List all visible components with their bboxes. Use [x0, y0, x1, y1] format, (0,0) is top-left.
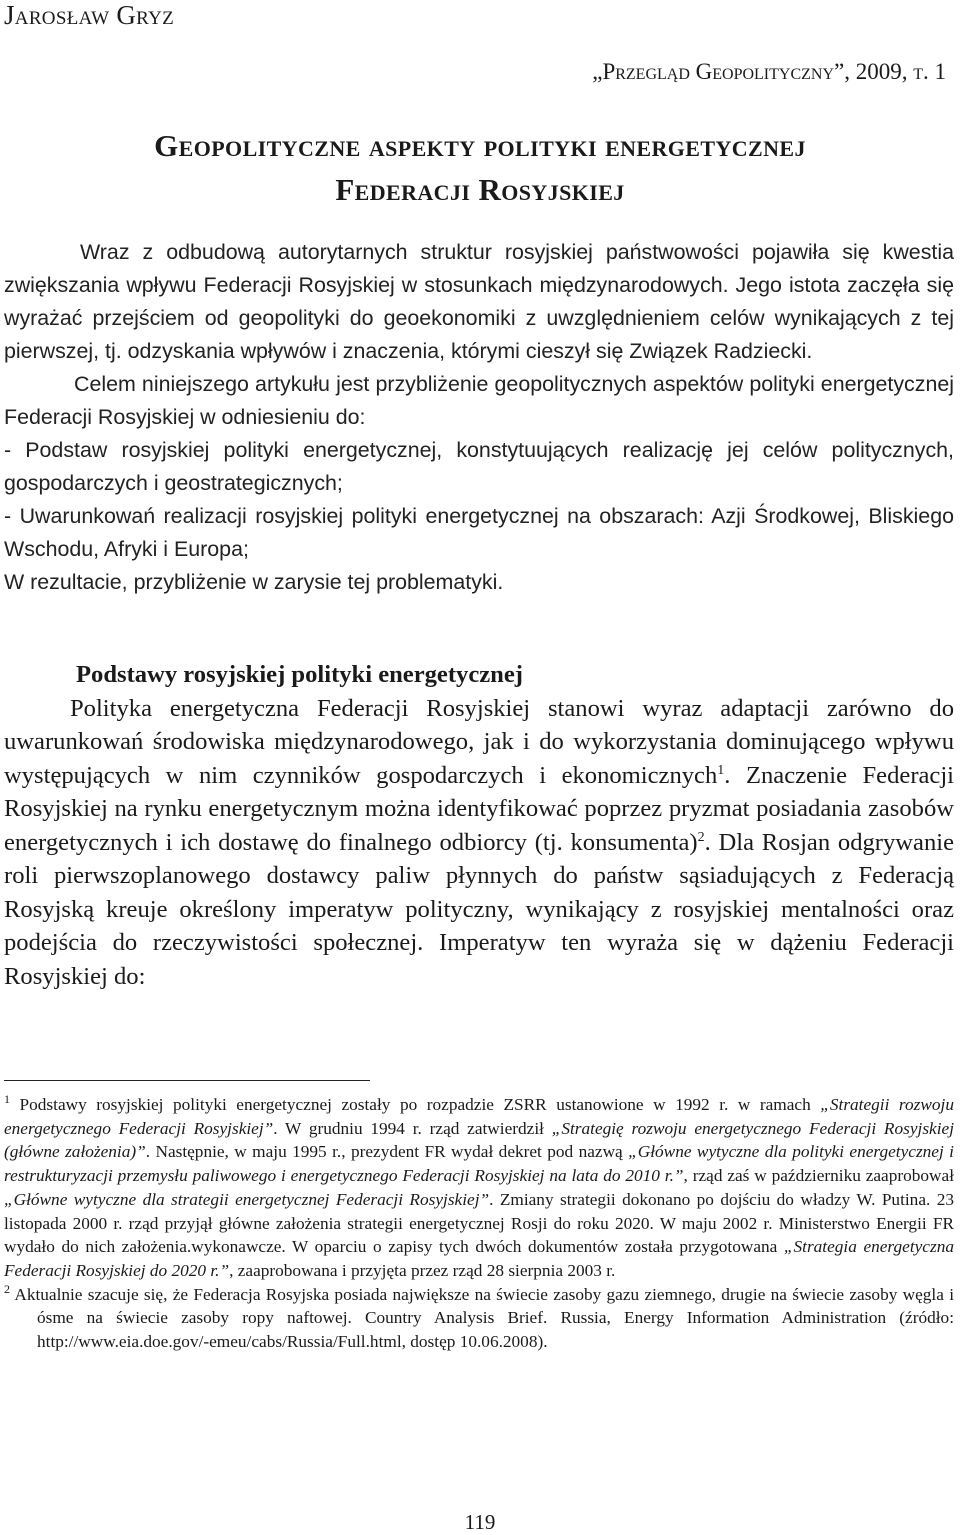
- abstract-paragraph-2: Celem niniejszego artykułu jest przybliżenie geopolitycznych aspektów polityki energetycznej Federacji Rosyjskiej w odniesieniu do:: [4, 372, 954, 429]
- footnotes: [4, 1093, 954, 1354]
- article-title: [0, 124, 960, 212]
- footnote-2: [4, 1283, 954, 1354]
- abstract: [4, 236, 954, 599]
- footnote-1-title-2: „Strategię rozwoju energetycznego Federacji Rosyjskiej (główne założenia)”: [4, 1118, 954, 1162]
- section-heading: Podstawy rosyjskiej polityki energetycznej: [76, 661, 523, 688]
- footnote-1-text-1: Podstawy rosyjskiej polityki energetycznej zostały po rozpadzie ZSRR ustanowione w 1992 r. w ramach: [10, 1095, 821, 1114]
- footnote-1-title-1: „Strategii rozwoju energetycznego Federacji Rosyjskiej”: [4, 1095, 954, 1138]
- footnote-ref-1[interactable]: 1: [717, 762, 725, 778]
- footnote-1: [4, 1093, 954, 1283]
- section-paragraph: [4, 692, 954, 994]
- footnote-separator: [4, 1080, 370, 1081]
- footnote-1-text-5: . Zmiany strategii dokonano po dojściu do władzy W. Putina. 23 listopada 2000 r. rząd przyjął główne założenia strategii energetycznej Rosji do roku 2020. W maju 2002 r. Ministerstwo Energii FR wydało do nich założenia.wykonawcze. W oparciu o zapisy tych dwóch dokumentów została przygotowana: [4, 1189, 954, 1257]
- section-text-part-1: Polityka energetyczna Federacji Rosyjskiej stanowi wyraz adaptacji zarówno do uwarunkowań środowiska międzynarodowego, jak i do wykorzystania dominującego wpływu występujących w nim czynników gospodarczych i ekonomicznych: [4, 694, 954, 789]
- footnote-1-text-4: , rząd zaś w październiku zaaprobował: [683, 1166, 954, 1186]
- page-number: 119: [464, 1510, 496, 1534]
- footnote-ref-2[interactable]: 2: [697, 829, 705, 845]
- running-header-journal: „Przegląd Geopolityczny”, 2009, t. 1: [592, 59, 946, 84]
- section-text-part-2: . Znaczenie Federacji Rosyjskiej na rynku energetycznym można identyfikować poprzez pryzmat posiadania zasobów energetycznych i ich dostawę do finalnego odbiorcy (tj. konsumenta): [4, 761, 955, 856]
- footnote-2-mark: 2: [4, 1281, 10, 1296]
- running-header-author: Jarosław Gryz: [4, 0, 175, 30]
- footnote-1-title-3: „Główne wytyczne dla polityki energetycznej i restrukturyzacji przemysłu paliwowego i energetycznego Federacji Rosyjskiej na lata do 2010 r.”: [4, 1142, 954, 1186]
- abstract-paragraph-1: Wraz z odbudową autorytarnych struktur rosyjskiej państwowości pojawiła się kwestia zwiększania wpływu Federacji Rosyjskiej w stosunkach międzynarodowych. Jego istota zaczęła się wyrażać przejściem od geopolityki do geoekonomiki z uwzględnieniem celów wynikających z tej pierwszej, tj. odzyskania wpływów i znaczenia, którymi cieszył się Związek Radziecki.: [4, 240, 954, 363]
- article-title-line-1: Geopolityczne aspekty polityki energetycznej: [154, 128, 806, 163]
- footnote-1-title-4: „Główne wytyczne dla strategii energetycznej Federacji Rosyjskiej”: [4, 1189, 490, 1209]
- abstract-closing: W rezultacie, przybliżenie w zarysie tej problematyki.: [4, 570, 504, 594]
- footnote-1-text-3: . Następnie, w maju 1995 r., prezydent FR wydał dekret pod nazwą: [145, 1142, 629, 1162]
- abstract-list-item-2: - Uwarunkowań realizacji rosyjskiej polityki energetycznej na obszarach: Azji Środkowej, Bliskiego Wschodu, Afryki i Europa;: [4, 504, 954, 561]
- footnote-1-text-6: , zaaprobowana i przyjęta przez rząd 28 sierpnia 2003 r.: [229, 1260, 616, 1280]
- section-body: [4, 658, 954, 993]
- footnote-1-mark: 1: [4, 1092, 10, 1106]
- section-text-part-3: . Dla Rosjan odgrywanie roli pierwszoplanowego dostawcy paliw płynnych do państw sąsiadujących z Federacją Rosyjską kreuje określony imperatyw polityczny, wynikający z rosyjskiej mentalności oraz podejścia do rzeczywistości społecznej. Imperatyw ten wyraża się w dążeniu Federacji Rosyjskiej do:: [4, 828, 954, 990]
- footnote-1-text-2: . W grudniu 1994 r. rząd zatwierdził: [273, 1118, 552, 1138]
- abstract-list-item-1: - Podstaw rosyjskiej polityki energetycznej, konstytuujących realizację jej celów politycznych, gospodarczych i geostrategicznych;: [4, 438, 954, 495]
- article-title-line-2: Federacji Rosyjskiej: [335, 172, 625, 207]
- footnote-2-text: Aktualnie szacuje się, że Federacja Rosyjska posiada największe na świecie zasoby gazu ziemnego, drugie na świecie zasoby węgla i ósme na świecie zasoby ropy naftowej. Country Analysis Brief. Russia, Energy Information Administration (źródło: http://www.eia.doe.gov/-emeu/cabs/Russia/Full.html, dostęp 10.06.2008).: [10, 1284, 954, 1352]
- footnote-1-title-5: „Strategia energetyczna Federacji Rosyjskiej do 2020 r.”: [4, 1237, 954, 1280]
